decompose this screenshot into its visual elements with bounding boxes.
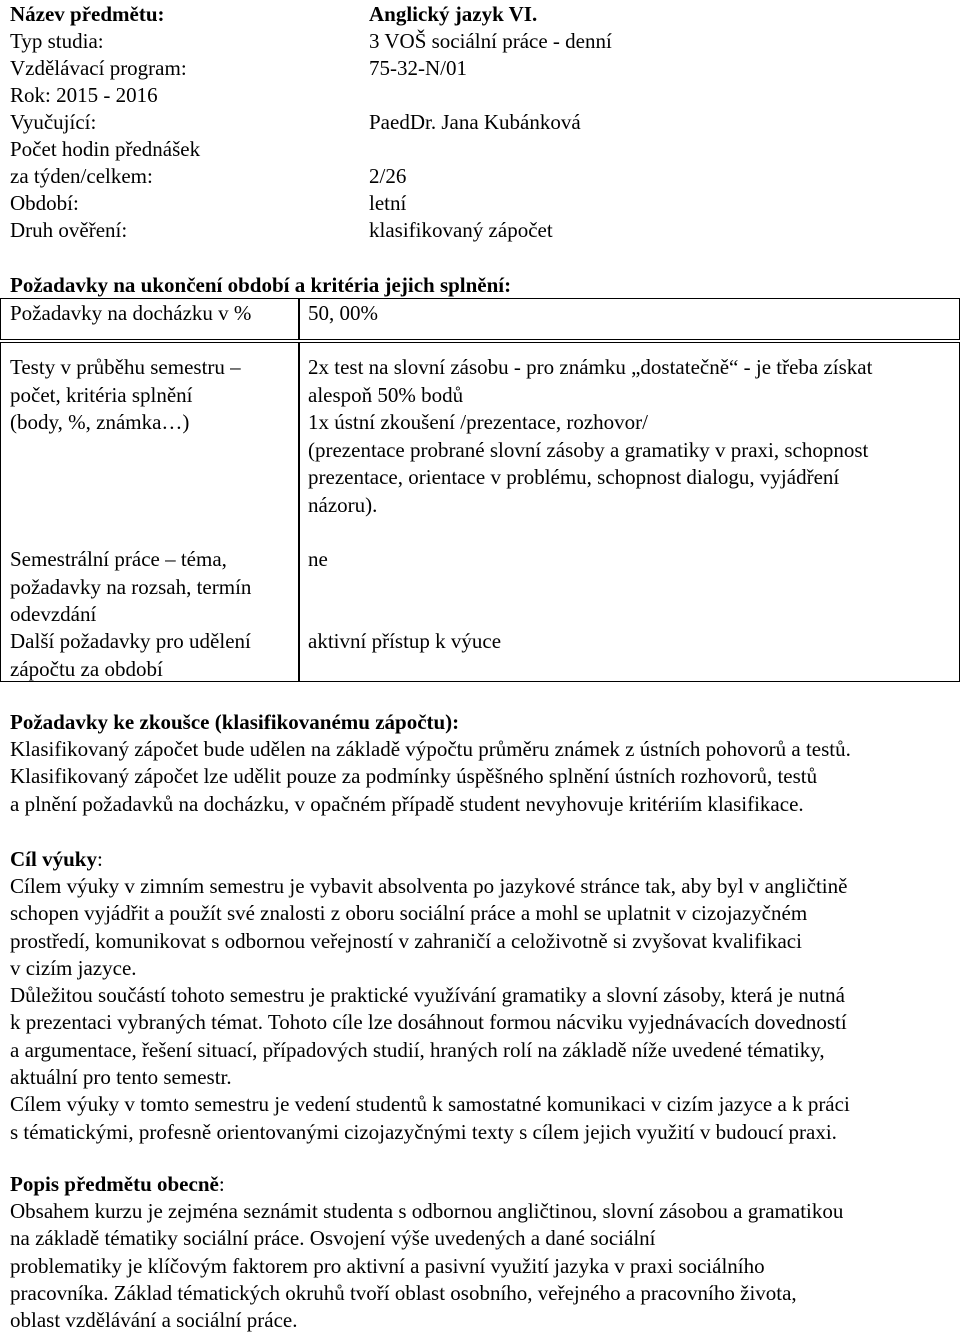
- period-value: letní: [369, 191, 407, 215]
- tests-value-line: alespoň 50% bodů: [308, 382, 464, 407]
- verification-label: Druh ověření:: [10, 218, 128, 242]
- goal-heading-colon: :: [96, 847, 103, 871]
- semester-work-label: [10, 546, 251, 629]
- semester-work-label-line: odevzdání: [10, 602, 97, 626]
- weekly-total-label: za týden/celkem:: [10, 164, 153, 188]
- goal-text: [10, 873, 850, 1146]
- description-line: pracovníka. Základ tématických okruhů tvoří oblast osobního, veřejného a pracovního života,: [10, 1280, 797, 1305]
- tests-value: [308, 354, 872, 519]
- description-heading-row: [10, 1171, 225, 1198]
- description-heading: Popis předmětu obecně: [10, 1172, 219, 1196]
- teacher-value: PaedDr. Jana Kubánková: [369, 110, 581, 134]
- goal-heading: Cíl výuky: [10, 847, 97, 871]
- semester-work-label-line: požadavky na rozsah, termín: [10, 574, 252, 599]
- description-text: [10, 1198, 843, 1334]
- subject-name-label: Název předmětu:: [10, 2, 165, 26]
- requirements-heading: Požadavky na ukončení období a kritéria jejich splnění:: [10, 273, 512, 297]
- exam-line: Klasifikovaný zápočet lze udělit pouze za podmínky úspěšného splnění ústních rozhovorů, testů: [10, 764, 818, 789]
- tests-value-line: (prezentace probrané slovní zásoby a gramatiky v praxi, schopnost: [308, 437, 869, 462]
- year-label: Rok: 2015 - 2016: [10, 83, 158, 107]
- attendance-label: Požadavky na docházku v %: [10, 301, 252, 325]
- goal-line: k prezentaci vybraných témat. Tohoto cíle lze dosáhnout formou nácviku vyjednávacích dovedností: [10, 1010, 847, 1035]
- semester-work-label-line: Semestrální práce – téma,: [10, 547, 227, 571]
- study-type-value: 3 VOŠ sociální práce - denní: [369, 29, 612, 53]
- goal-heading-row: [10, 846, 103, 873]
- tests-label-line: (body, %, známka…): [10, 410, 190, 434]
- hours-label: Počet hodin přednášek: [10, 137, 201, 161]
- other-label-line: Další požadavky pro udělení: [10, 629, 251, 653]
- tests-label-line: počet, kritéria splnění: [10, 382, 193, 407]
- program-value: 75-32-N/01: [369, 56, 467, 80]
- other-label-line: zápočtu za období: [10, 656, 163, 681]
- goal-line: s tématickými, profesně orientovanými cizojazyčnými texty s cílem jejich využití v budoucí praxi.: [10, 1119, 837, 1144]
- tests-label-line: Testy v průběhu semestru –: [10, 355, 241, 379]
- other-requirements-value: aktivní přístup k výuce: [308, 629, 502, 653]
- study-type-row: [10, 28, 612, 55]
- weekly-total-value: 2/26: [369, 164, 407, 188]
- period-row: [10, 190, 407, 217]
- year-row: [10, 82, 158, 109]
- tests-value-line: 2x test na slovní zásobu - pro známku „dostatečně“ - je třeba získat: [308, 355, 873, 379]
- goal-line: Cílem výuky v tomto semestru je vedení studentů k samostatné komunikaci v cizím jazyce a k práci: [10, 1092, 850, 1117]
- description-line: Obsahem kurzu je zejména seznámit studenta s odbornou angličtinou, slovní zásobou a gramatikou: [10, 1199, 844, 1223]
- subject-name-row: [10, 1, 538, 28]
- study-type-label: Typ studia:: [10, 29, 104, 53]
- hours-row: [10, 136, 200, 163]
- weekly-total-row: [10, 163, 407, 190]
- semester-work-value: ne: [308, 547, 328, 571]
- goal-line: Cílem výuky v zimním semestru je vybavit absolventa po jazykové stránce tak, aby byl v angličtině: [10, 874, 848, 898]
- description-line: problematiky je klíčovým faktorem pro aktivní a pasivní využití jazyka v praxi sociálního: [10, 1253, 765, 1278]
- goal-line: aktuální pro tento semestr.: [10, 1065, 232, 1090]
- exam-line: Klasifikovaný zápočet bude udělen na základě výpočtu průměru známek z ústních pohovorů a testů.: [10, 737, 851, 761]
- tests-label: [10, 354, 241, 437]
- tests-value-line: prezentace, orientace v problému, schopnost dialogu, vyjádření: [308, 465, 840, 489]
- description-line: oblast vzdělávání a sociální práce.: [10, 1308, 298, 1333]
- attendance-value: 50, 00%: [308, 301, 378, 325]
- goal-line: a argumentace, řešení situací, případových studií, hraných rolí na základě níže uvedené tématiky,: [10, 1037, 825, 1062]
- goal-line: prostředí, komunikovat s odbornou veřejností v zahraničí a celoživotně si zvyšovat kvalifikaci: [10, 928, 802, 953]
- program-label: Vzdělávací program:: [10, 56, 187, 80]
- exam-line: a plnění požadavků na docházku, v opačném případě student nevyhovuje kritériím klasifikace.: [10, 791, 804, 816]
- description-line: na základě tématiky sociální práce. Osvojení výše uvedených a dané sociální: [10, 1226, 656, 1251]
- program-row: [10, 55, 467, 82]
- period-label: Období:: [10, 191, 79, 215]
- exam-heading: Požadavky ke zkoušce (klasifikovanému zápočtu):: [10, 710, 460, 734]
- description-heading-colon: :: [218, 1172, 225, 1196]
- attendance-divider: [298, 298, 300, 340]
- verification-value: klasifikovaný zápočet: [369, 218, 553, 242]
- requirements-divider: [298, 342, 300, 682]
- exam-text: [10, 736, 851, 818]
- goal-line: schopen vyjádřit a použít své znalosti z oboru sociální práce a mohl se uplatnit v cizojazyčném: [10, 901, 808, 926]
- teacher-label: Vyučující:: [10, 110, 97, 134]
- teacher-row: [10, 109, 581, 136]
- tests-value-line: názoru).: [308, 492, 378, 517]
- verification-row: [10, 217, 553, 244]
- goal-line: v cizím jazyce.: [10, 955, 137, 980]
- goal-line: Důležitou součástí tohoto semestru je praktické využívání gramatiky a slovní zásoby, která je nutná: [10, 983, 845, 1008]
- tests-value-line: 1x ústní zkoušení /prezentace, rozhovor/: [308, 410, 648, 434]
- other-requirements-label: [10, 628, 251, 683]
- subject-name-value: Anglický jazyk VI.: [369, 2, 538, 26]
